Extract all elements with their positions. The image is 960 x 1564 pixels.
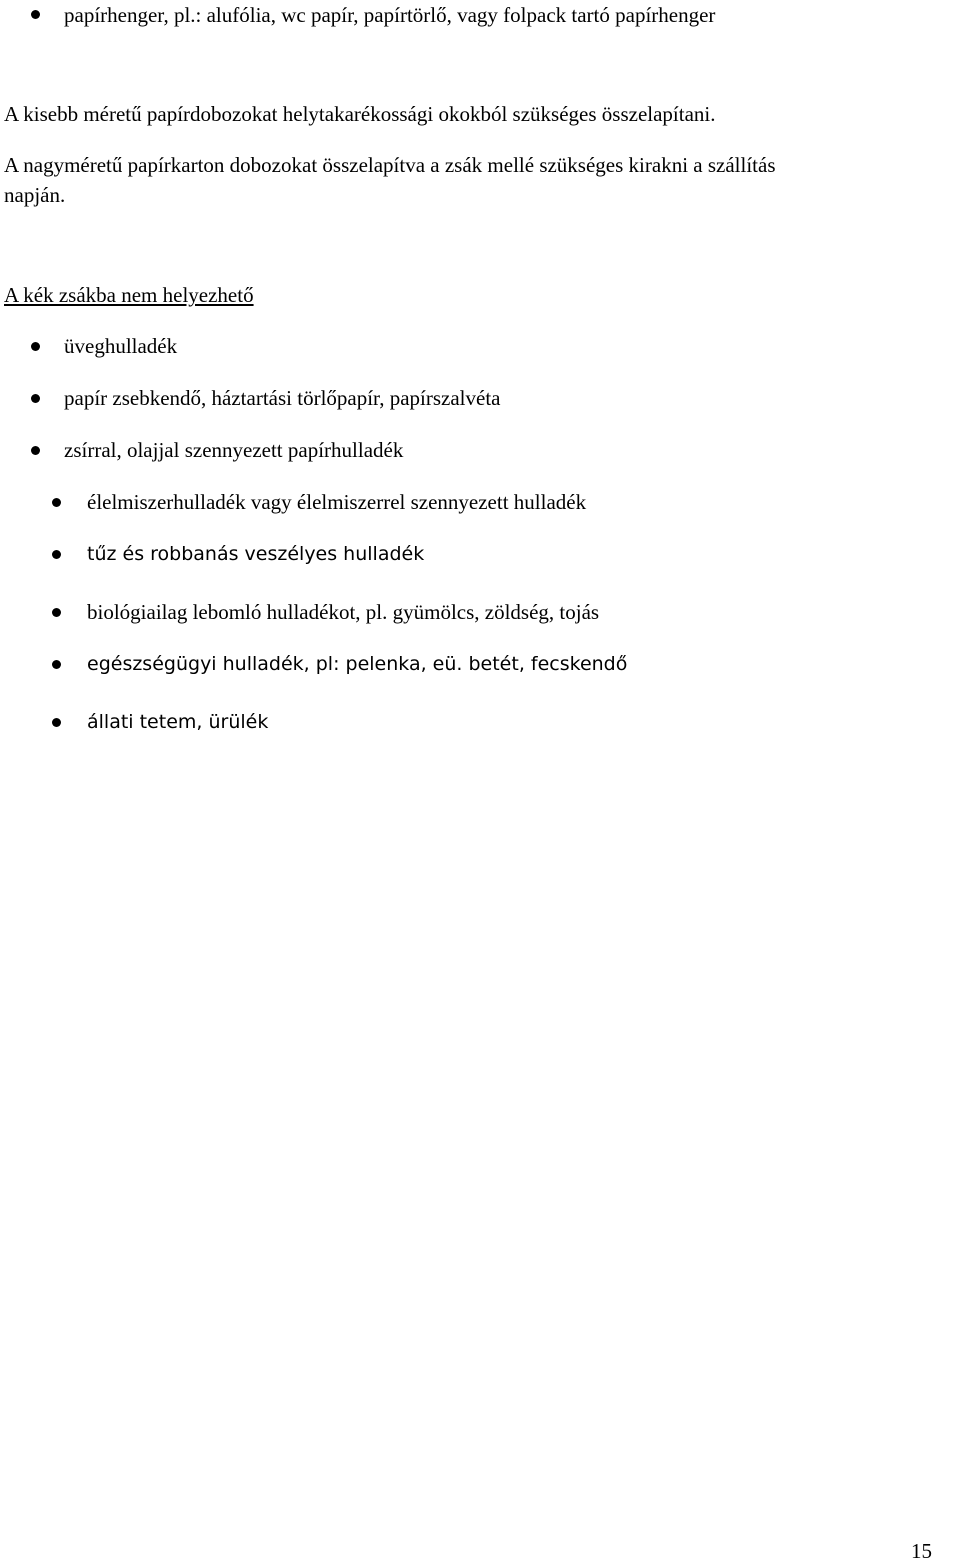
bullet-icon [31, 394, 40, 403]
bullet-icon [31, 10, 40, 19]
bullet-icon [52, 608, 61, 617]
list-item: tűz és robbanás veszélyes hulladék [87, 543, 425, 565]
paragraph-small-boxes: A kisebb méretű papírdobozokat helytakarékossági okokból szükséges összelapítani. [4, 102, 716, 126]
list-item: biológiailag lebomló hulladékot, pl. gyümölcs, zöldség, tojás [87, 600, 600, 624]
page-number: 15 [911, 1539, 932, 1563]
bullet-icon [52, 718, 61, 727]
bullet-icon [52, 550, 61, 559]
list-item: élelmiszerhulladék vagy élelmiszerrel szennyezett hulladék [87, 490, 587, 514]
bullet-icon [31, 446, 40, 455]
section-heading: A kék zsákba nem helyezhető [4, 283, 254, 307]
bullet-icon [52, 660, 61, 669]
list-item: egészségügyi hulladék, pl: pelenka, eü. betét, fecskendő [87, 653, 628, 675]
list-item: üveghulladék [64, 334, 178, 358]
list-item: zsírral, olajjal szennyezett papírhulladék [64, 438, 404, 462]
paragraph-large-boxes-continuation: napján. [4, 183, 66, 207]
list-item: állati tetem, ürülék [87, 711, 269, 733]
paragraph-large-boxes: A nagyméretű papírkarton dobozokat összelapítva a zsák mellé szükséges kirakni a szállítás [4, 153, 776, 177]
list-item: papírhenger, pl.: alufólia, wc papír, papírtörlő, vagy folpack tartó papírhenger [64, 3, 716, 27]
bullet-icon [31, 342, 40, 351]
bullet-icon [52, 498, 61, 507]
list-item: papír zsebkendő, háztartási törlőpapír, papírszalvéta [64, 386, 501, 410]
